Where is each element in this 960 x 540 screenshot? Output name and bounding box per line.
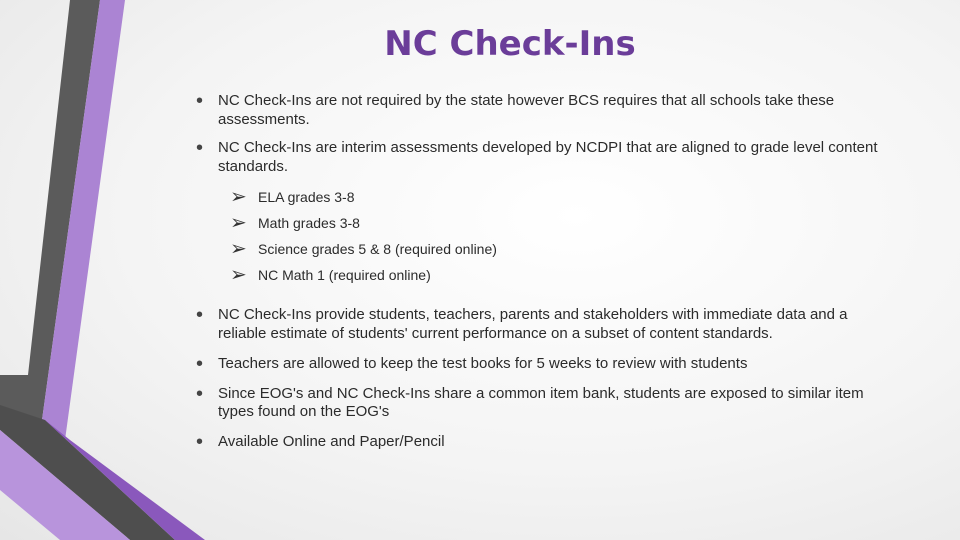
sub-item-text: NC Math 1 (required online) — [258, 267, 431, 283]
bullet-text: Teachers are allowed to keep the test books for 5 weeks to review with students — [218, 355, 748, 372]
sub-item — [218, 262, 890, 288]
bullet-list — [190, 92, 890, 451]
bullet-dot: • — [196, 430, 204, 453]
sub-item — [218, 236, 890, 262]
bullet-item — [190, 355, 890, 374]
bullet-item — [190, 139, 890, 288]
bullet-text: NC Check-Ins provide students, teachers, parents and stakeholders with immediate data and a reliable estimate of students' current performance on a subset of content standards. — [218, 306, 848, 342]
bullet-dot: • — [196, 353, 204, 375]
arrow-bullet-icon: ➢ — [230, 212, 247, 234]
bullet-item — [190, 430, 890, 453]
arrow-bullet-icon: ➢ — [230, 264, 247, 286]
bullet-text: Since EOG's and NC Check-Ins share a common item bank, students are exposed to similar item types found on the EOG's — [218, 384, 864, 420]
arrow-bullet-icon: ➢ — [230, 238, 247, 260]
bullet-text: NC Check-Ins are interim assessments developed by NCDPI that are aligned to grade level content standards. — [218, 139, 878, 175]
bullet-text: Available Online and Paper/Pencil — [218, 432, 445, 450]
bullet-dot: • — [196, 304, 204, 326]
slide-title: NC Check-Ins — [384, 24, 636, 64]
sub-item — [218, 210, 890, 236]
bullet-dot: • — [196, 137, 204, 159]
sub-item-text: Math grades 3-8 — [258, 215, 360, 231]
bullet-dot: • — [196, 382, 204, 405]
sub-item — [218, 184, 890, 210]
bullet-item — [190, 92, 890, 129]
sub-item-text: Science grades 5 & 8 (required online) — [258, 241, 497, 257]
bullet-item — [190, 306, 890, 343]
bullet-dot: • — [196, 90, 204, 112]
sub-item-text: ELA grades 3-8 — [258, 189, 355, 205]
bullet-text: NC Check-Ins are not required by the state however BCS requires that all schools take these assessments. — [218, 92, 835, 128]
bullet-item — [190, 382, 890, 422]
sub-list — [218, 184, 890, 288]
arrow-bullet-icon: ➢ — [230, 186, 247, 208]
